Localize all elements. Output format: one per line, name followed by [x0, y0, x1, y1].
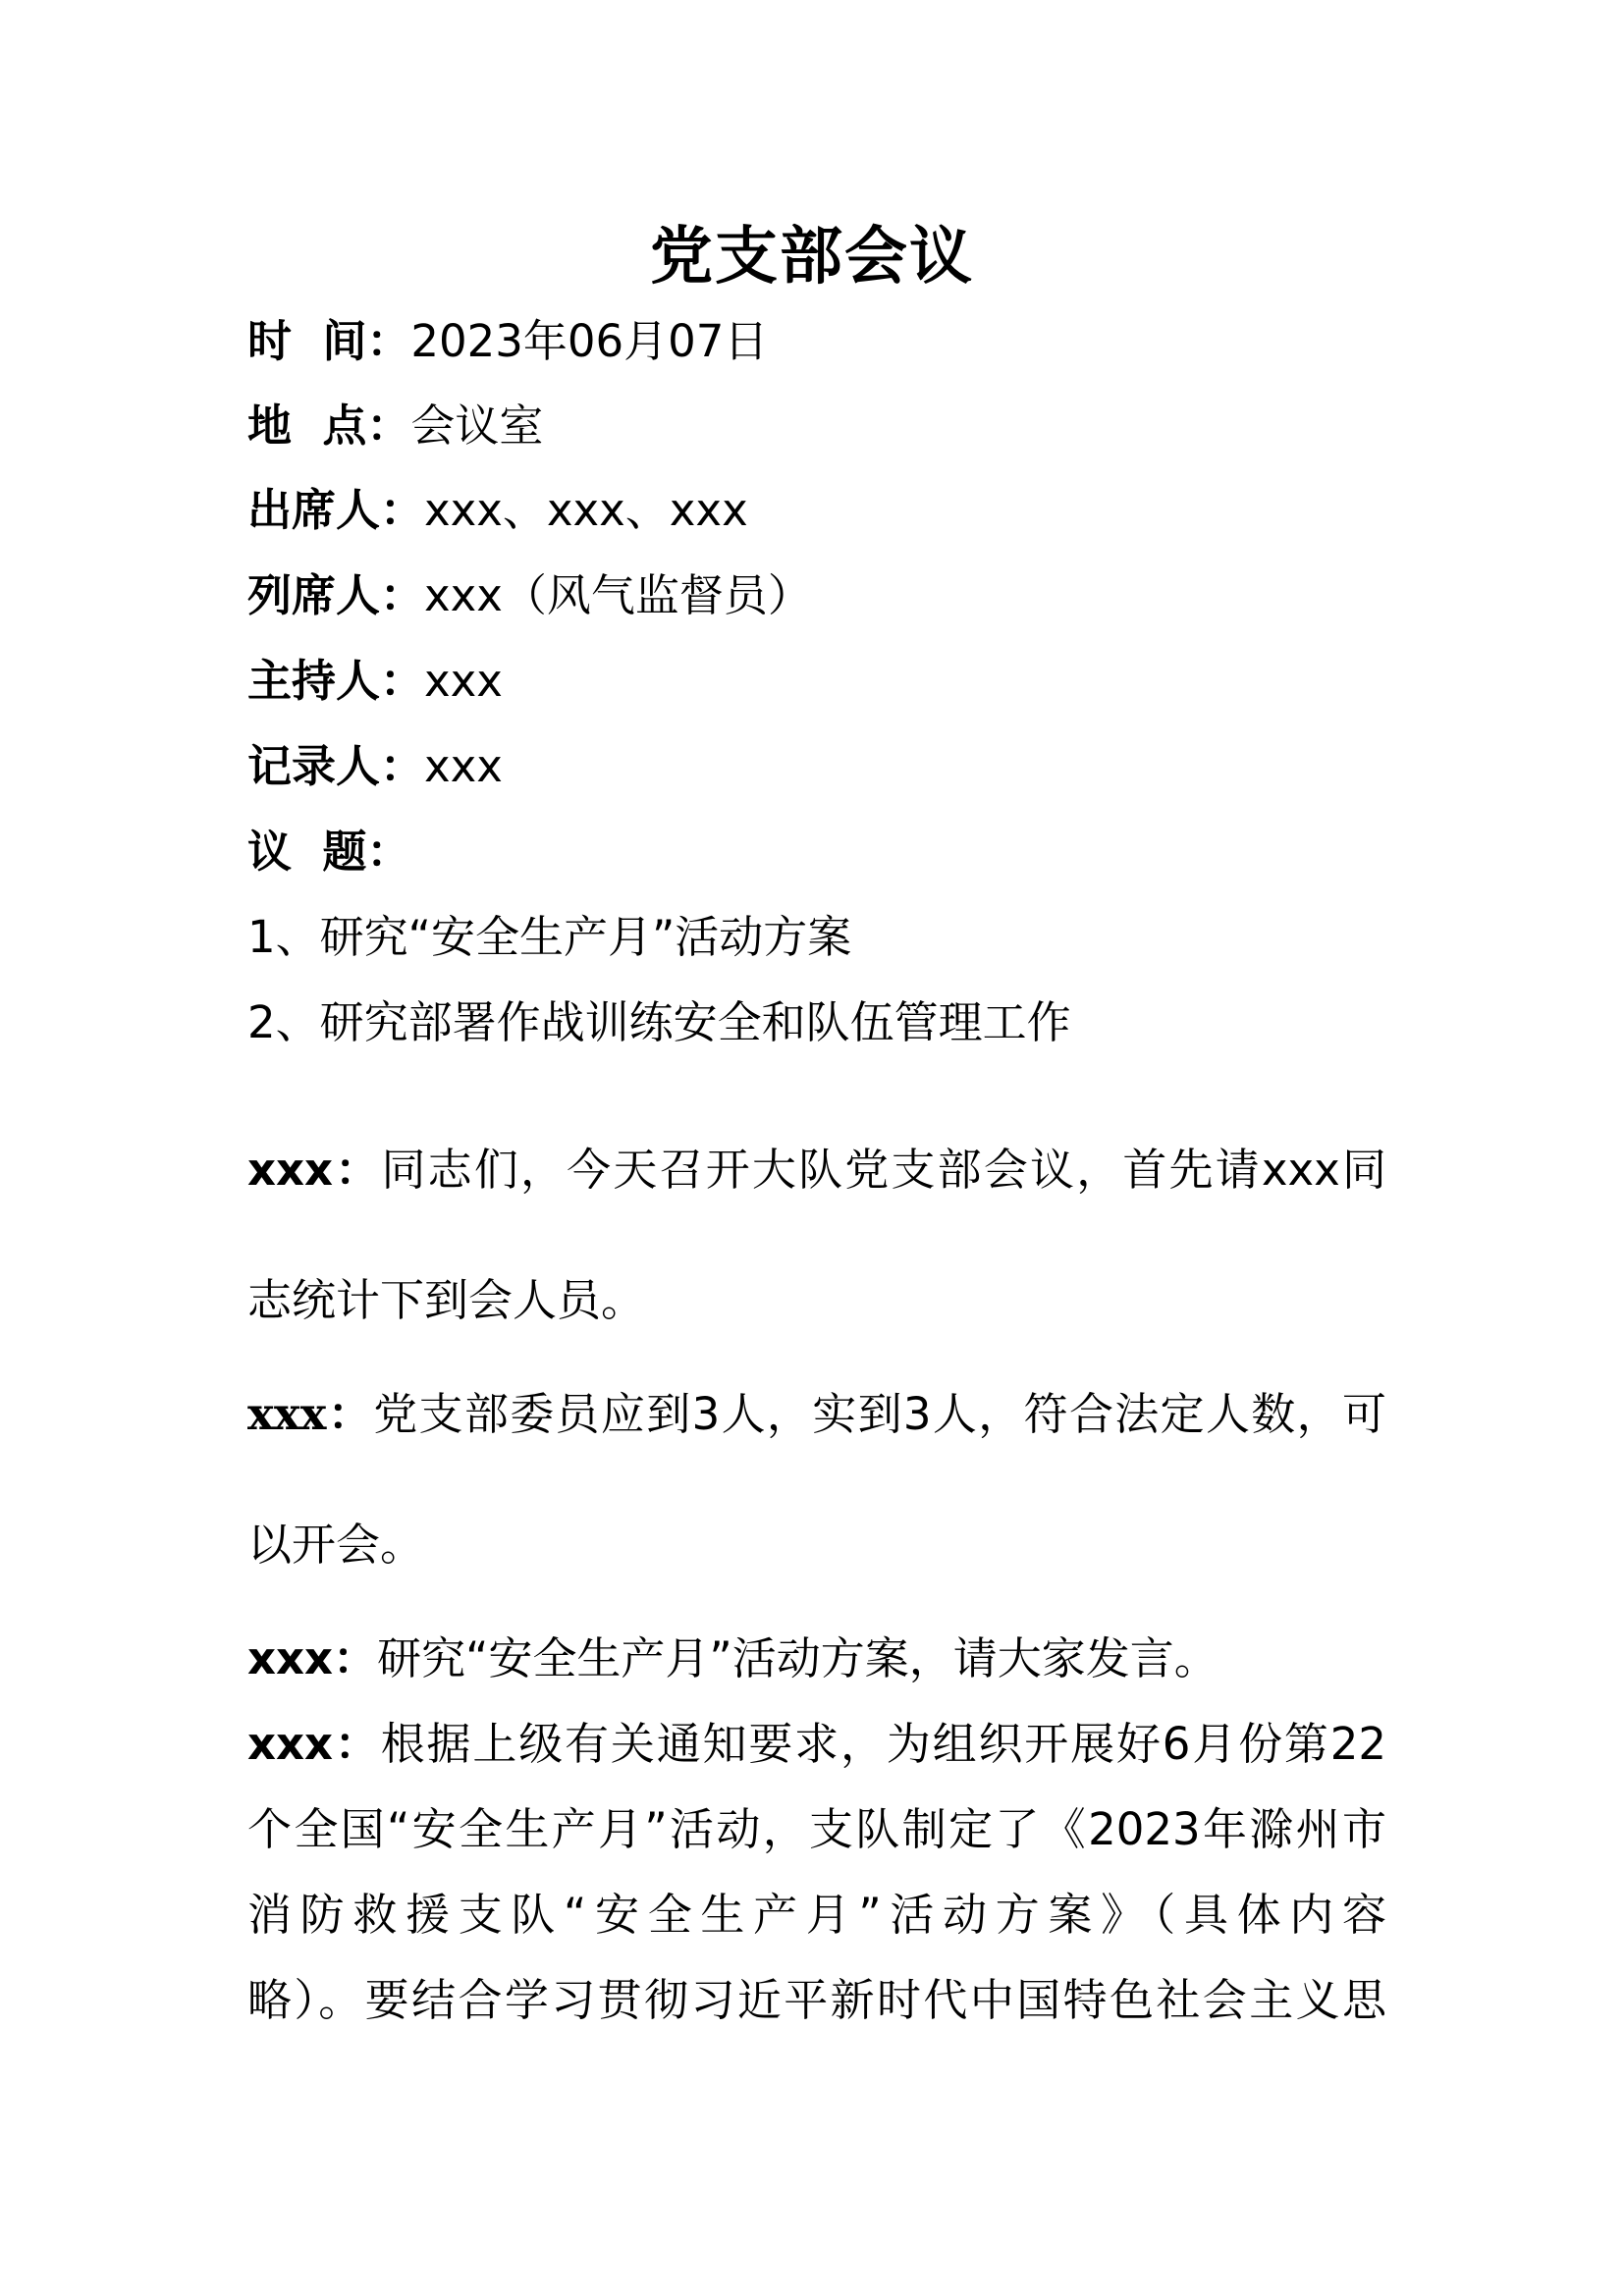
paragraph-text: 同志们，今天召开大队党支部会议，首先请xxx同	[381, 1144, 1386, 1196]
field-host-label: 主持人：	[247, 655, 425, 707]
paragraph-text: 研究“安全生产月”活动方案，请大家发言。	[377, 1632, 1218, 1684]
paragraph-line: 略）。要结合学习贯彻习近平新时代中国特色社会主义思	[247, 1974, 1386, 2026]
field-recorder-value: xxx	[424, 740, 503, 792]
field-topics-label: 议 题：	[247, 826, 411, 878]
speaker-label: xxx：	[247, 1144, 382, 1196]
field-observers-value: xxx（风气监督员）	[424, 569, 812, 621]
paragraph-line	[247, 1629, 1386, 1688]
paragraph-line	[247, 1141, 1386, 1200]
field-time	[247, 312, 1386, 371]
field-recorder	[247, 737, 1386, 796]
field-location	[247, 397, 1386, 455]
field-observers-label: 列席人：	[247, 569, 425, 621]
field-attendees-value: xxx、xxx、xxx	[424, 484, 748, 536]
paragraph-line: 志统计下到会人员。	[247, 1274, 646, 1326]
field-observers	[247, 566, 1386, 625]
agenda-item: 1、研究“安全生产月”活动方案	[247, 911, 852, 963]
paragraph-text: 党支部委员应到3人，实到3人，符合法定人数，可	[373, 1388, 1386, 1440]
paragraph-line: 以开会。	[247, 1519, 425, 1571]
field-host-value: xxx	[424, 655, 503, 707]
speaker-label: xxx：	[247, 1388, 374, 1440]
paragraph-line: 个全国“安全生产月”活动，支队制定了《2023年滁州市	[247, 1803, 1386, 1855]
field-attendees	[247, 481, 1386, 540]
field-host	[247, 652, 1386, 711]
speaker-label: xxx：	[247, 1718, 381, 1770]
field-location-value: 会议室	[410, 400, 544, 452]
paragraph-text: 根据上级有关通知要求，为组织开展好6月份第22	[380, 1718, 1386, 1770]
field-time-value: 2023年06月07日	[410, 315, 769, 367]
field-location-label: 地 点：	[247, 400, 411, 452]
agenda-item: 2、研究部署作战训练安全和队伍管理工作	[247, 996, 1071, 1048]
document-title: 党支部会议	[650, 221, 974, 294]
paragraph-line	[247, 1385, 1386, 1444]
paragraph-line: 消防救援支队“安全生产月”活动方案》（具体内容	[247, 1889, 1386, 1941]
speaker-label: xxx：	[247, 1632, 378, 1684]
field-topics	[247, 823, 1386, 881]
field-recorder-label: 记录人：	[247, 740, 425, 792]
field-time-label: 时 间：	[247, 315, 411, 367]
field-attendees-label: 出席人：	[247, 484, 425, 536]
paragraph-line	[247, 1715, 1386, 1774]
